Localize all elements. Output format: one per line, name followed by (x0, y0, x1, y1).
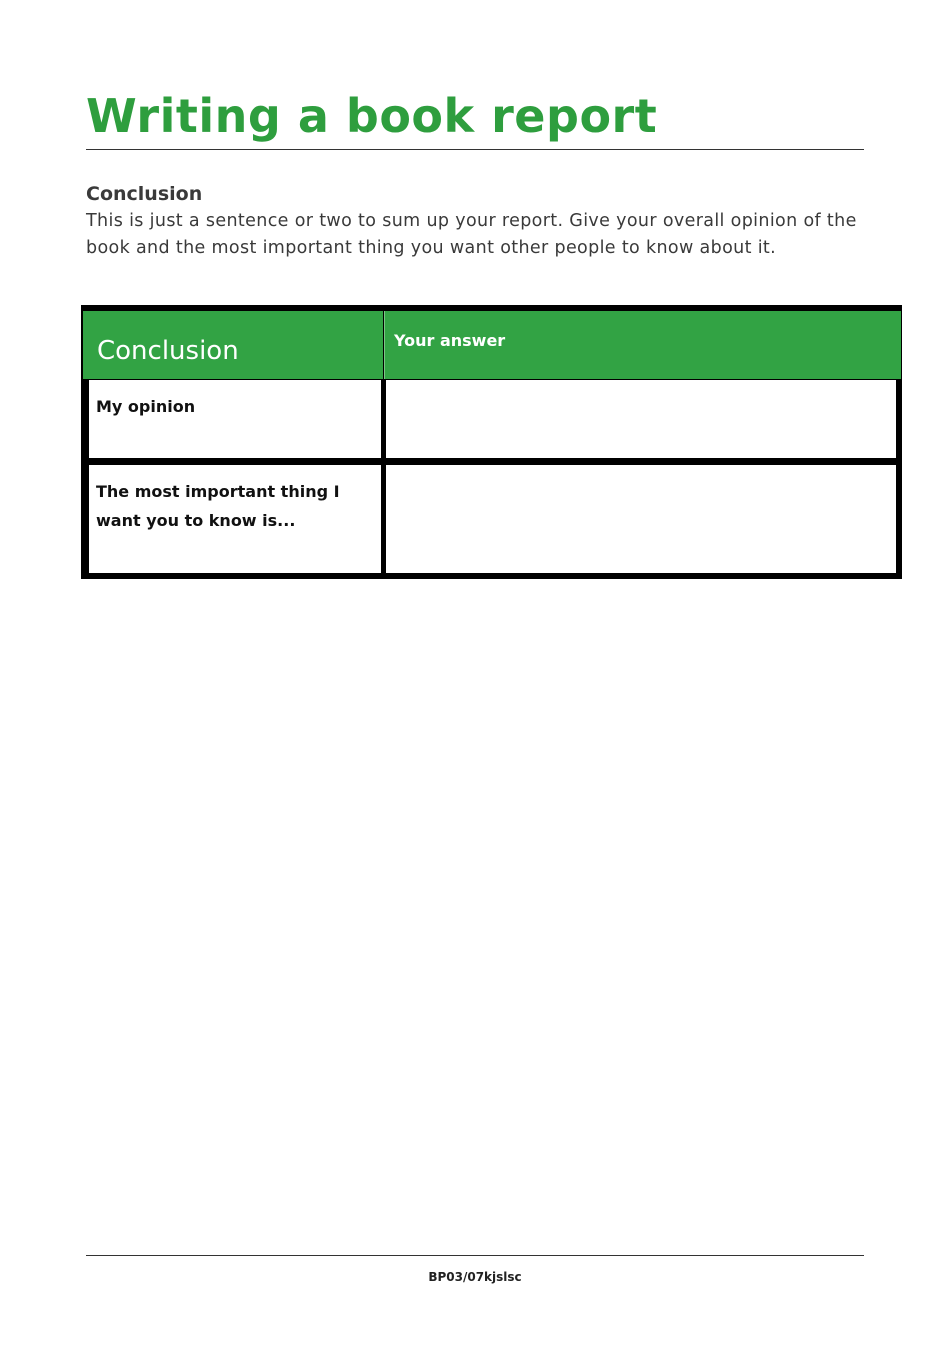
row-label-my-opinion: My opinion (96, 397, 196, 416)
table-header-your-answer-label: Your answer (394, 331, 506, 350)
table-row-important-thing-label-cell (89, 465, 381, 573)
table-row-important-thing-answer-cell[interactable] (386, 465, 896, 573)
table-row-opinion-label-cell (89, 380, 381, 458)
table-header-conclusion-label: Conclusion (97, 336, 239, 366)
row-label-most-important-thing: The most important thing I want you to know is... (96, 482, 340, 530)
table-row-opinion-answer-cell[interactable] (386, 380, 896, 458)
table-header-your-answer (385, 311, 901, 379)
important-thing-answer-field[interactable] (386, 465, 896, 573)
footer-divider (86, 1255, 864, 1256)
opinion-answer-field[interactable] (386, 380, 896, 458)
conclusion-table (81, 305, 902, 579)
footer-document-code: BP03/07kjslsc (428, 1270, 522, 1284)
table-header-conclusion (83, 311, 383, 379)
page-title: Writing a book report (86, 89, 658, 143)
section-heading: Conclusion (86, 183, 203, 205)
section-intro: This is just a sentence or two to sum up your report. Give your overall opinion of the book and the most important thing you want other people to know about it. (86, 211, 857, 258)
title-divider (86, 149, 864, 150)
